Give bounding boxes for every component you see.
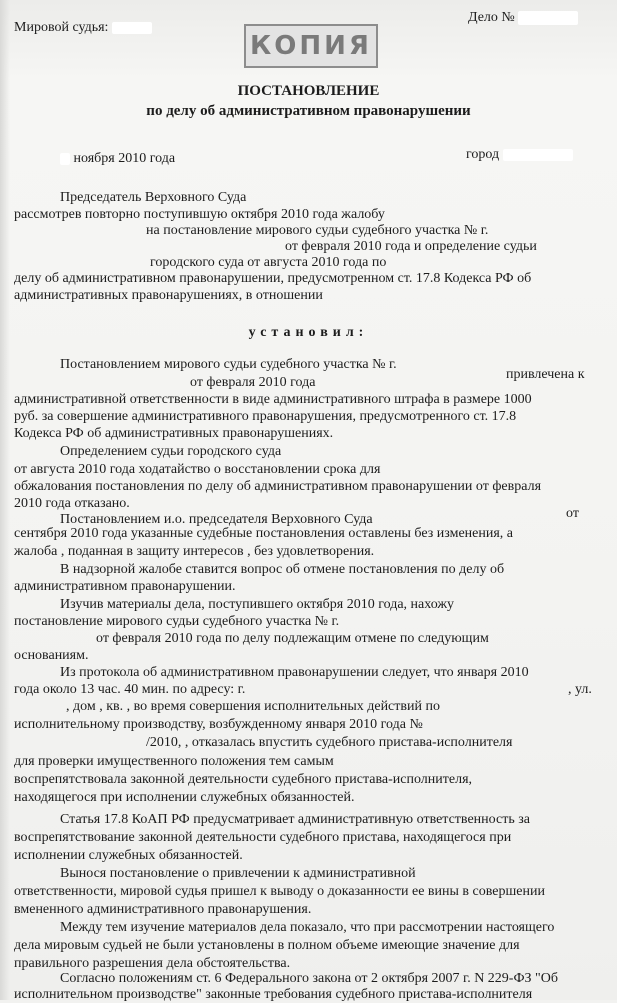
body-line: от <box>566 506 579 521</box>
redacted-block <box>112 22 152 34</box>
body-line: , дом , кв. , во время совершения исполнительных действий по <box>66 699 440 714</box>
redacted-block <box>518 11 578 25</box>
scan-edge-shadow <box>0 0 10 1000</box>
redacted-block <box>60 153 70 165</box>
intro-line: делу об административном правонарушении, предусмотренном ст. 17.8 Кодекса РФ об <box>14 271 532 286</box>
intro-line: рассмотрев повторно поступившую октября 2010 года жалобу <box>14 207 385 222</box>
body-line: ответственности, мировой судья пришел к выводу о доказанности ее вины в совершении <box>14 884 545 899</box>
body-line: исполнительном производстве" законные требования судебного пристава-исполнителя <box>14 987 533 1002</box>
body-line: основаниям. <box>14 648 89 663</box>
body-line: 2010 года отказано. <box>14 496 130 511</box>
body-line: Постановлением и.о. председателя Верховного Суда <box>60 512 373 527</box>
city-label: город <box>466 147 500 162</box>
body-line: вмененного административного правонарушения. <box>14 902 312 917</box>
body-line: Согласно положениям ст. 6 Федерального закона от 2 октября 2007 г. N 229-ФЗ "Об <box>60 971 558 986</box>
stamp-text: КОПИЯ <box>250 31 372 61</box>
body-line: для проверки имущественного положения тем самым <box>14 754 334 769</box>
intro-line: городского суда от августа 2010 года по <box>150 255 387 270</box>
section-heading: установил: <box>248 325 369 340</box>
intro-line: административных правонарушениях, в отношении <box>14 288 323 303</box>
intro-line: на постановление мирового судьи судебного участка № г. <box>146 223 489 238</box>
body-line: Кодекса РФ об административных правонарушениях. <box>14 426 334 441</box>
body-line: от февраля 2010 года по делу подлежащим отмене по следующим <box>96 631 489 646</box>
document-city <box>466 147 573 163</box>
case-number-header <box>468 10 578 26</box>
body-line: дела мировым судьей не были установлены в полном объеме имеющие значение для <box>14 938 520 953</box>
body-line: жалоба , поданная в защиту интересов , без удовлетворения. <box>14 544 375 559</box>
date-text: ноября 2010 года <box>73 151 176 166</box>
body-line: сентября 2010 года указанные судебные постановления оставлены без изменения, а <box>14 526 514 541</box>
document-title: ПОСТАНОВЛЕНИЕ <box>237 83 380 99</box>
intro-line: от февраля 2010 года и определение судьи <box>285 239 537 254</box>
body-line: Статья 17.8 КоАП РФ предусматривает административную ответственность за <box>60 812 530 827</box>
body-line: , ул. <box>568 682 592 697</box>
judge-label: Мировой судья: <box>14 20 109 35</box>
document-subtitle: по делу об административном правонарушении <box>146 103 471 119</box>
body-line: правильного разрешения дела обстоятельства. <box>14 956 291 971</box>
body-line: воспрепятствование законной деятельности судебного пристава, находящегося при <box>14 830 512 845</box>
body-line: административной ответственности в виде административного штрафа в размере 1000 <box>14 392 532 407</box>
body-line: Определением судьи городского суда <box>60 444 282 459</box>
body-line: Вынося постановление о привлечении к административной <box>60 866 416 881</box>
judge-header <box>14 20 152 36</box>
body-line: /2010, , отказалась впустить судебного пристава-исполнителя <box>146 735 513 750</box>
body-line: административном правонарушении. <box>14 579 236 594</box>
body-line: от февраля 2010 года <box>190 375 316 390</box>
body-line: постановление мирового судьи судебного участка № г. <box>14 614 340 629</box>
body-line: находящегося при исполнении служебных обязанностей. <box>14 790 355 805</box>
body-line: Между тем изучение материалов дела показало, что при рассмотрении настоящего <box>60 920 555 935</box>
redacted-block <box>503 149 573 161</box>
copy-stamp <box>244 24 378 68</box>
body-line: Постановлением мирового судьи судебного участка № г. <box>60 357 397 372</box>
body-line: Изучив материалы дела, поступившего октября 2010 года, нахожу <box>60 597 455 612</box>
body-line: исполнительному производству, возбужденному января 2010 года № <box>14 717 423 732</box>
body-line: Из протокола об административном правонарушении следует, что января 2010 <box>60 665 529 680</box>
body-line: руб. за совершение административного правонарушения, предусмотренного ст. 17.8 <box>14 409 517 424</box>
case-label: Дело № <box>468 10 515 25</box>
body-line: воспрепятствовала законной деятельности судебного пристава-исполнителя, <box>14 772 473 787</box>
intro-line: Председатель Верховного Суда <box>60 190 247 205</box>
body-line: В надзорной жалобе ставится вопрос об отмене постановления по делу об <box>60 562 505 577</box>
body-line: привлечена к <box>506 367 585 382</box>
body-line: года около 13 час. 40 мин. по адресу: г. <box>14 682 246 697</box>
body-line: от августа 2010 года ходатайство о восстановлении срока для <box>14 462 381 477</box>
document-date <box>60 151 175 167</box>
body-line: обжалования постановления по делу об административном правонарушении от февраля <box>14 479 542 494</box>
body-line: исполнении служебных обязанностей. <box>14 848 243 863</box>
